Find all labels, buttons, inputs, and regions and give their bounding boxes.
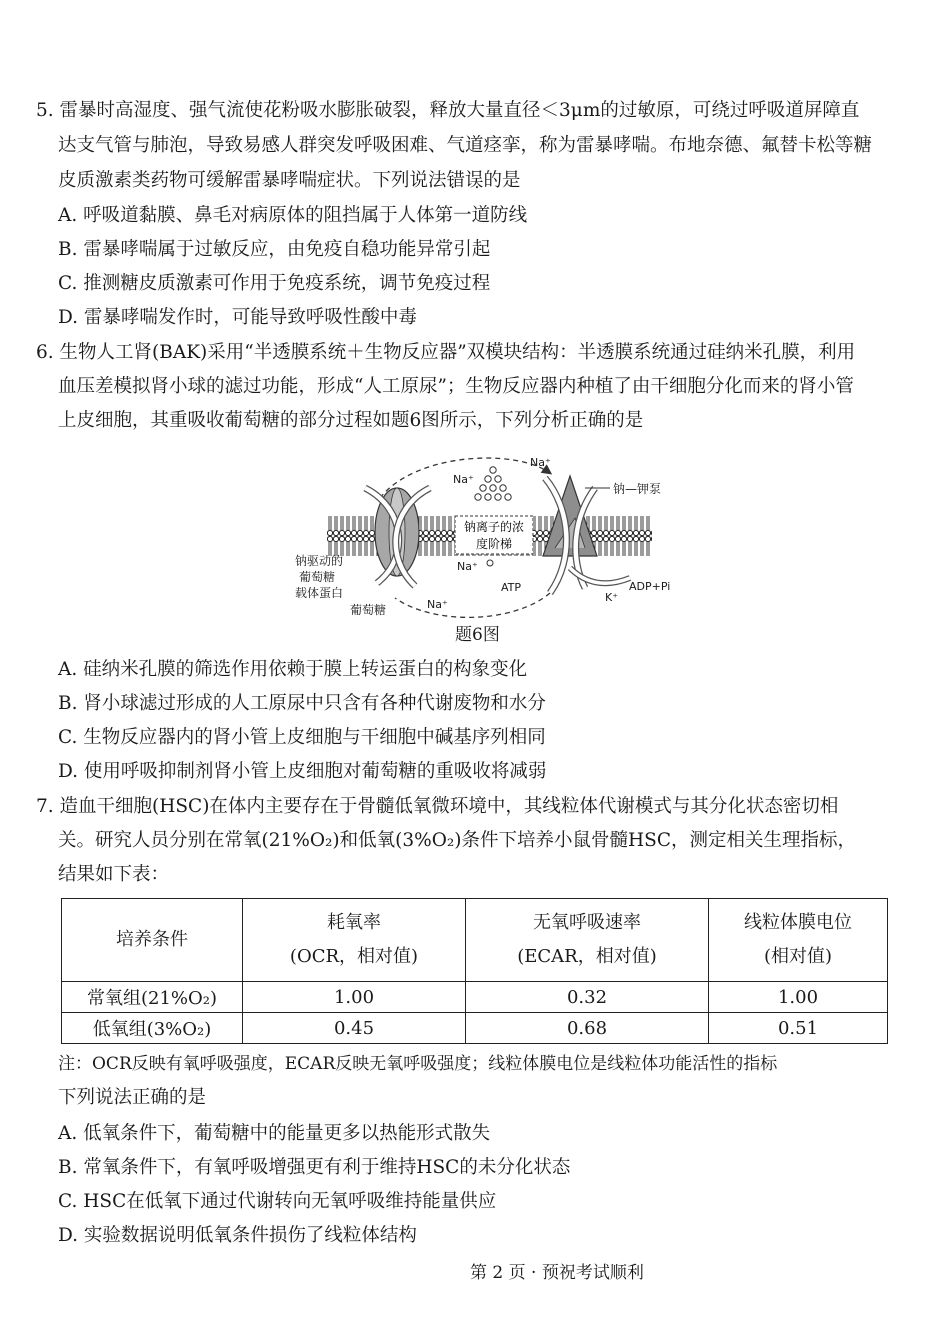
- q6-stem-line3: 上皮细胞，其重吸收葡萄糖的部分过程如题6图所示，下列分析正确的是: [58, 410, 644, 431]
- q5-stem-line1: 5. 雷暴时高湿度、强气流使花粉吸水膨胀破裂，释放大量直径＜3μm的过敏原，可绕过呼吸道屏障直: [36, 100, 860, 121]
- q7-stem-line2: 关。研究人员分别在常氧(21%O₂)和低氧(3%O₂)条件下培养小鼠骨髓HSC，测定相关生理指标，: [58, 830, 856, 851]
- table-header-condition: 培养条件: [62, 899, 243, 982]
- label-carrier-line1: 钠驱动的: [295, 554, 344, 568]
- label-carrier-line2: 葡萄糖: [299, 570, 336, 584]
- table-header-ocr: 耗氧率 (OCR，相对值): [243, 899, 466, 982]
- q5-option-b: B. 雷暴哮喘属于过敏反应，由免疫自稳功能异常引起: [58, 239, 491, 260]
- label-sodium-potassium-pump: 钠—钾泵: [613, 482, 662, 496]
- label-na-middle: Na⁺: [457, 560, 478, 573]
- table-header-row: [62, 899, 888, 982]
- label-atp: ATP: [501, 581, 522, 594]
- q6-option-b: B. 肾小球滤过形成的人工原尿中只含有各种代谢废物和水分: [58, 693, 546, 714]
- q5-stem-line3-pre: 皮质激素类药物可缓解雷暴哮喘症状。下列说法: [58, 170, 447, 191]
- label-adp-pi: ADP+Pi: [629, 580, 671, 593]
- table-cell: 1.00: [709, 982, 888, 1013]
- results-table: [61, 898, 888, 1044]
- q7-stem-line1: 7. 造血干细胞(HSC)在体内主要存在于骨髓低氧微环境中，其线粒体代谢模式与其分化状态密切相: [36, 796, 839, 817]
- table-row: [62, 982, 888, 1013]
- q7-stem-line3: 结果如下表：: [58, 864, 170, 885]
- q5-stem-line3-post: 的是: [483, 170, 521, 191]
- q6-option-d: D. 使用呼吸抑制剂肾小管上皮细胞对葡萄糖的重吸收将减弱: [58, 761, 547, 782]
- label-glucose: 葡萄糖: [350, 603, 387, 617]
- figure-6-caption: 题6图: [455, 625, 500, 645]
- gradient-label-line1: 钠离子的浓: [463, 520, 525, 534]
- table-header-membrane-potential: 线粒体膜电位 (相对值): [709, 899, 888, 982]
- label-na-bottom: Na⁺: [427, 598, 448, 611]
- table-header-ecar: 无氧呼吸速率 (ECAR，相对值): [466, 899, 709, 982]
- q6-stem-line1: 6. 生物人工肾(BAK)采用“半透膜系统＋生物反应器”双模块结构：半透膜系统通过硅纳米孔膜，利用: [36, 342, 856, 363]
- q7-option-a: A. 低氧条件下，葡萄糖中的能量更多以热能形式散失: [58, 1123, 491, 1144]
- q5-emphasis-word: 错误 • •: [447, 170, 484, 191]
- table-cell: 0.51: [709, 1013, 888, 1044]
- label-carrier-line3: 载体蛋白: [295, 586, 344, 600]
- table-cell: 0.45: [243, 1013, 466, 1044]
- table-cell: 0.68: [466, 1013, 709, 1044]
- figure-6-diagram: [285, 448, 685, 648]
- q5-option-c: C. 推测糖皮质激素可作用于免疫系统，调节免疫过程: [58, 273, 491, 294]
- q6-option-a: A. 硅纳米孔膜的筛选作用依赖于膜上转运蛋白的构象变化: [58, 659, 528, 680]
- q5-stem-line3: [58, 168, 521, 194]
- q7-option-d: D. 实验数据说明低氧条件损伤了线粒体结构: [58, 1225, 417, 1246]
- table-cell: 0.32: [466, 982, 709, 1013]
- gradient-label-line2: 度阶梯: [475, 537, 513, 551]
- page-footer: 第 2 页 · 预祝考试顺利: [470, 1263, 644, 1283]
- label-na-right-top: Na⁺: [530, 456, 551, 469]
- table-row: [62, 1013, 888, 1044]
- q7-prompt: 下列说法正确的是: [58, 1087, 207, 1108]
- q5-option-a: A. 呼吸道黏膜、鼻毛对病原体的阻挡属于人体第一道防线: [58, 205, 528, 226]
- table-cell: 1.00: [243, 982, 466, 1013]
- table-cell: 常氧组(21%O₂): [62, 982, 243, 1013]
- q7-option-b: B. 常氧条件下，有氧呼吸增强更有利于维持HSC的未分化状态: [58, 1157, 571, 1178]
- table-cell: 低氧组(3%O₂): [62, 1013, 243, 1044]
- q6-option-c: C. 生物反应器内的肾小管上皮细胞与干细胞中碱基序列相同: [58, 727, 546, 748]
- q6-stem-line2: 血压差模拟肾小球的滤过功能，形成“人工原尿”；生物反应器内种植了由干细胞分化而来的肾小管: [58, 376, 854, 397]
- q7-table-note: 注：OCR反映有氧呼吸强度，ECAR反映无氧呼吸强度；线粒体膜电位是线粒体功能活性的指标: [58, 1054, 778, 1074]
- q5-option-d: D. 雷暴哮喘发作时，可能导致呼吸性酸中毒: [58, 307, 417, 328]
- q5-stem-line2: 达支气管与肺泡，导致易感人群突发呼吸困难、气道痉挛，称为雷暴哮喘。布地奈德、氟替卡松等糖: [58, 135, 873, 156]
- q7-option-c: C. HSC在低氧下通过代谢转向无氧呼吸维持能量供应: [58, 1191, 497, 1212]
- label-potassium: K⁺: [605, 591, 619, 604]
- label-na-top: Na⁺: [453, 473, 474, 486]
